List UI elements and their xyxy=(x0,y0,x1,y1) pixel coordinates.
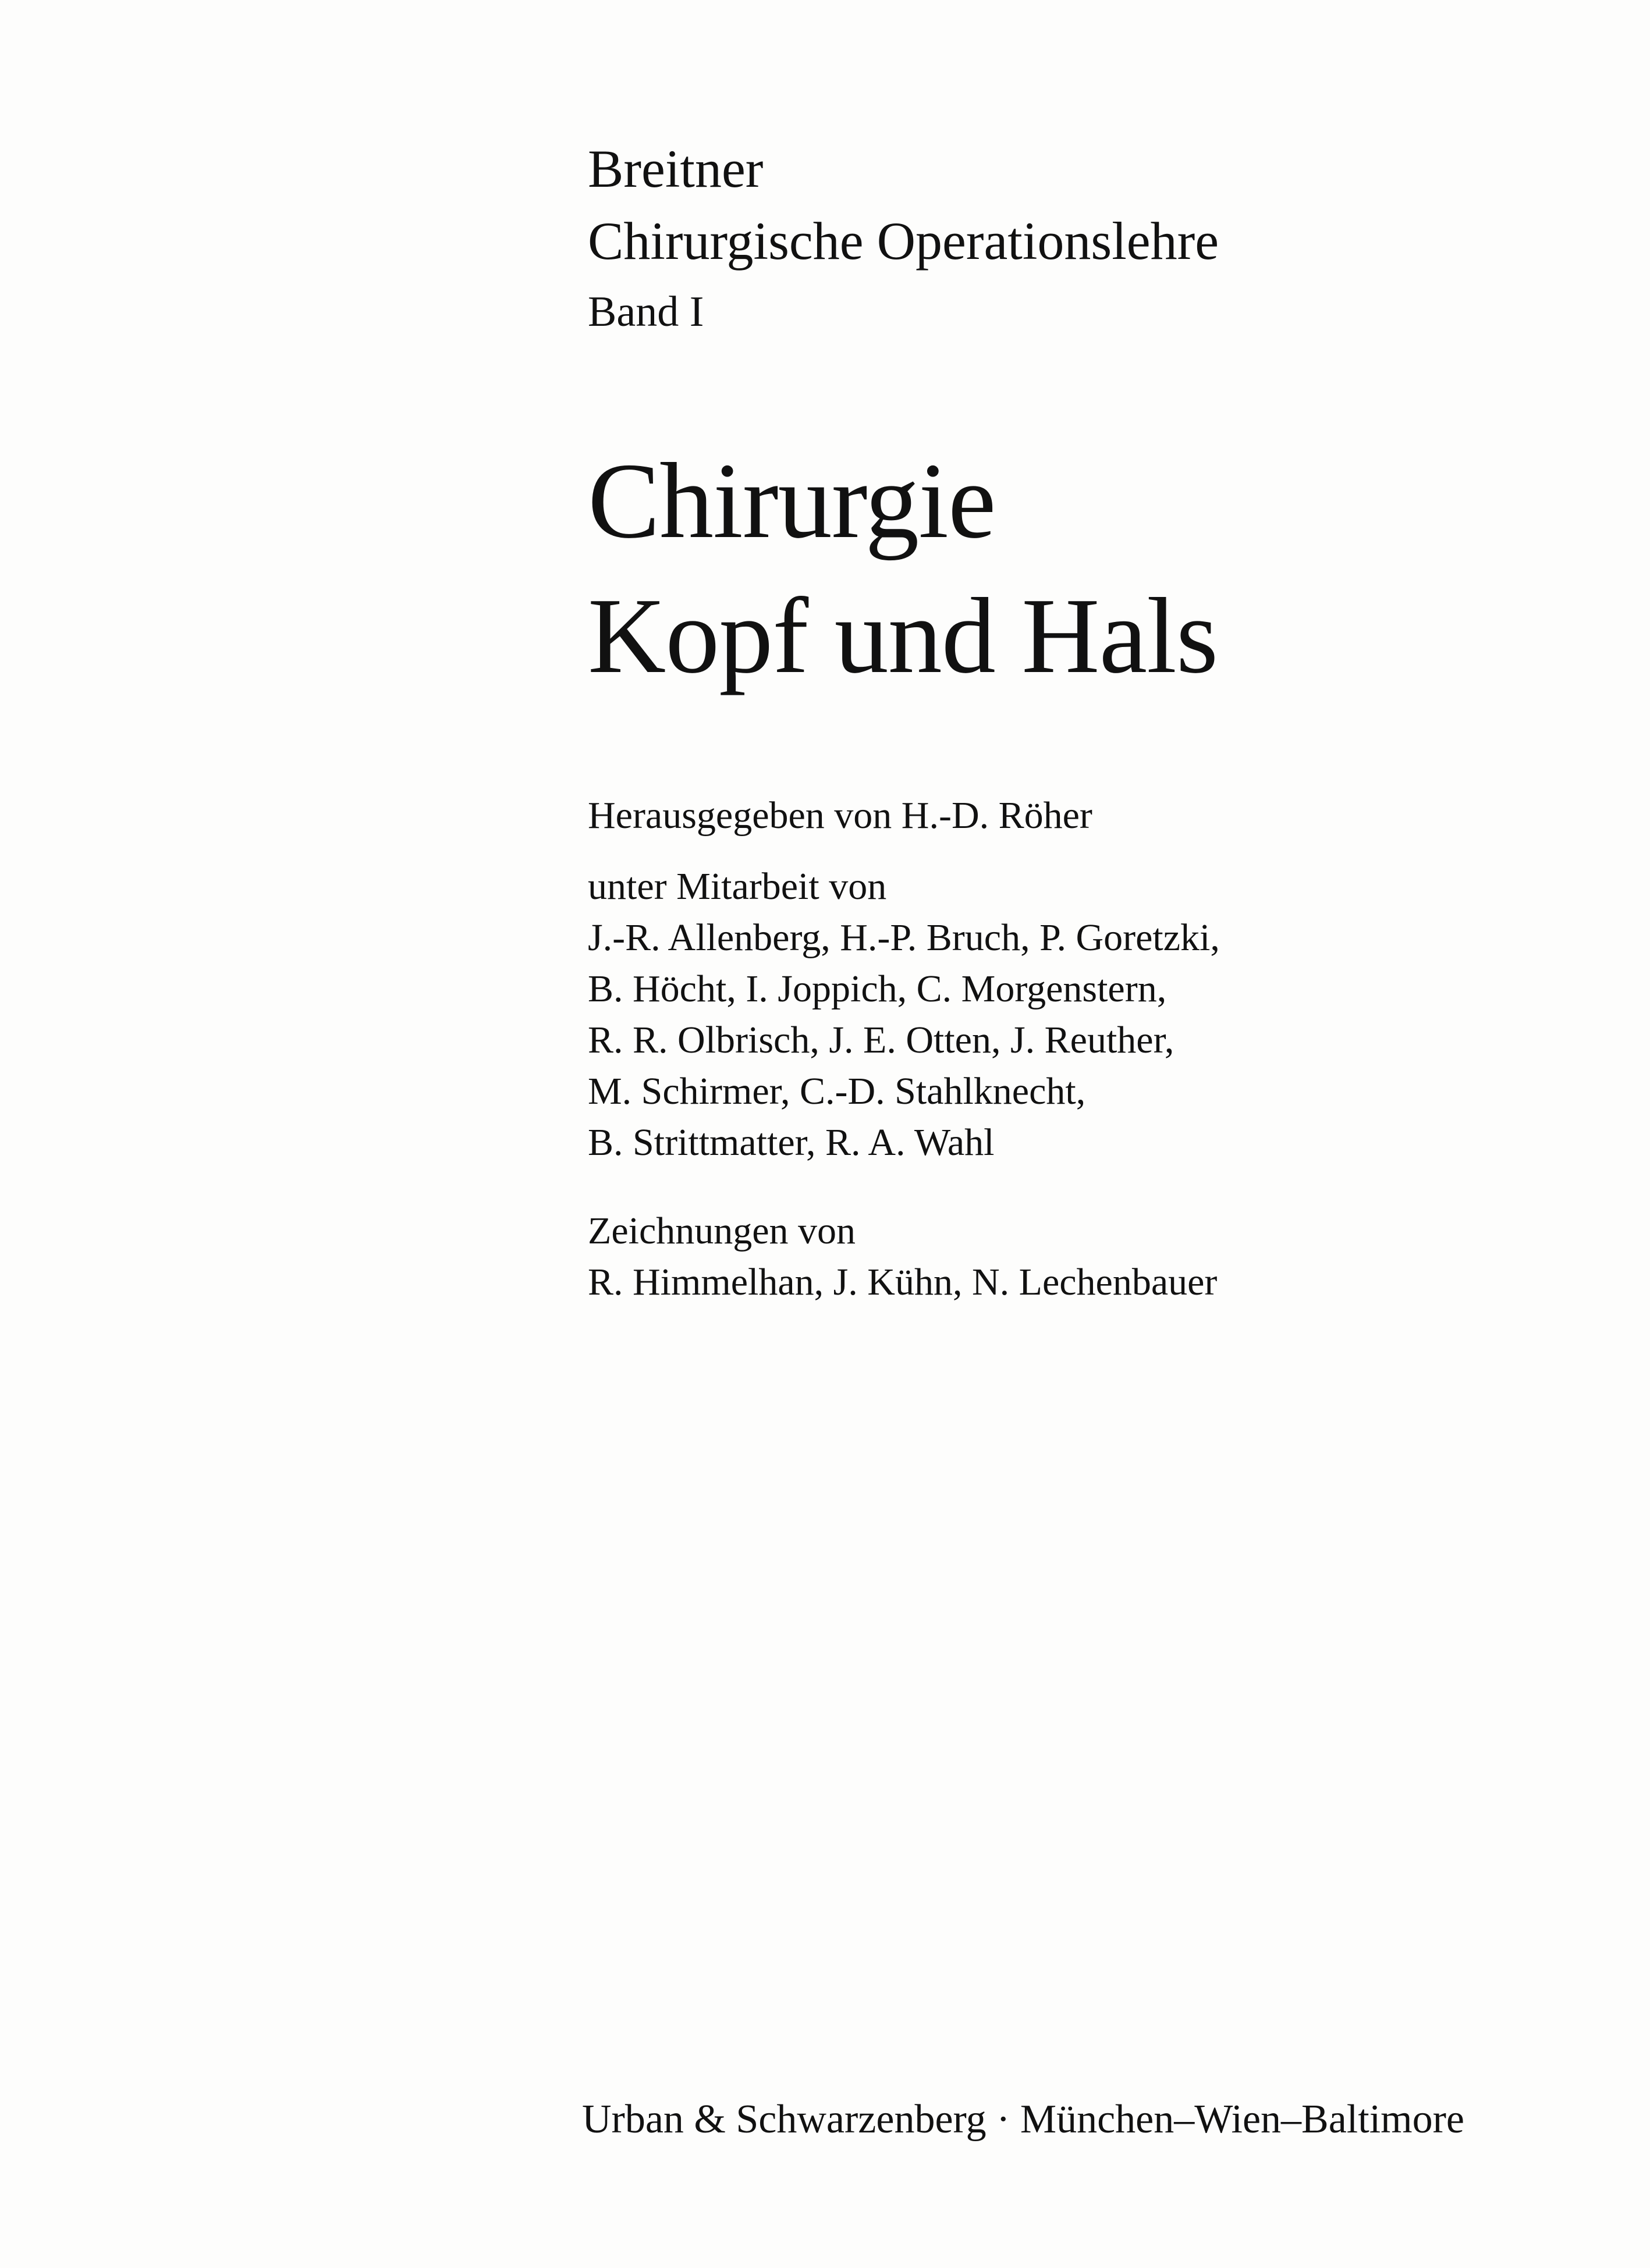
series-title: Chirurgische Operationslehre xyxy=(588,211,1219,271)
collaborators-line: B. Höcht, I. Joppich, C. Morgenstern, xyxy=(588,968,1167,1010)
series-author: Breitner xyxy=(588,139,764,198)
publisher-line: Urban & Schwarzenberg · München–Wien–Baltimore xyxy=(582,2097,1464,2142)
drawings-intro: Zeichnungen von xyxy=(588,1210,856,1252)
editor-line: Herausgegeben von H.-D. Röher xyxy=(588,794,1092,837)
book-title-line-2: Kopf und Hals xyxy=(588,576,1218,696)
book-title-line-1: Chirurgie xyxy=(588,441,996,561)
collaborators-line: R. R. Olbrisch, J. E. Otten, J. Reuther, xyxy=(588,1019,1174,1061)
collaborators-line: B. Strittmatter, R. A. Wahl xyxy=(588,1121,995,1164)
credits xyxy=(588,790,1220,1308)
series-heading xyxy=(588,133,1219,347)
collaborators-intro: unter Mitarbeit von xyxy=(588,865,887,908)
illustrators-line: R. Himmelhan, J. Kühn, N. Lechenbauer xyxy=(588,1261,1218,1303)
book-title xyxy=(588,433,1218,703)
collaborators-line: M. Schirmer, C.-D. Stahlknecht, xyxy=(588,1070,1086,1112)
volume-label: Band I xyxy=(588,288,704,336)
collaborators-line: J.-R. Allenberg, H.-P. Bruch, P. Goretzki, xyxy=(588,916,1220,959)
